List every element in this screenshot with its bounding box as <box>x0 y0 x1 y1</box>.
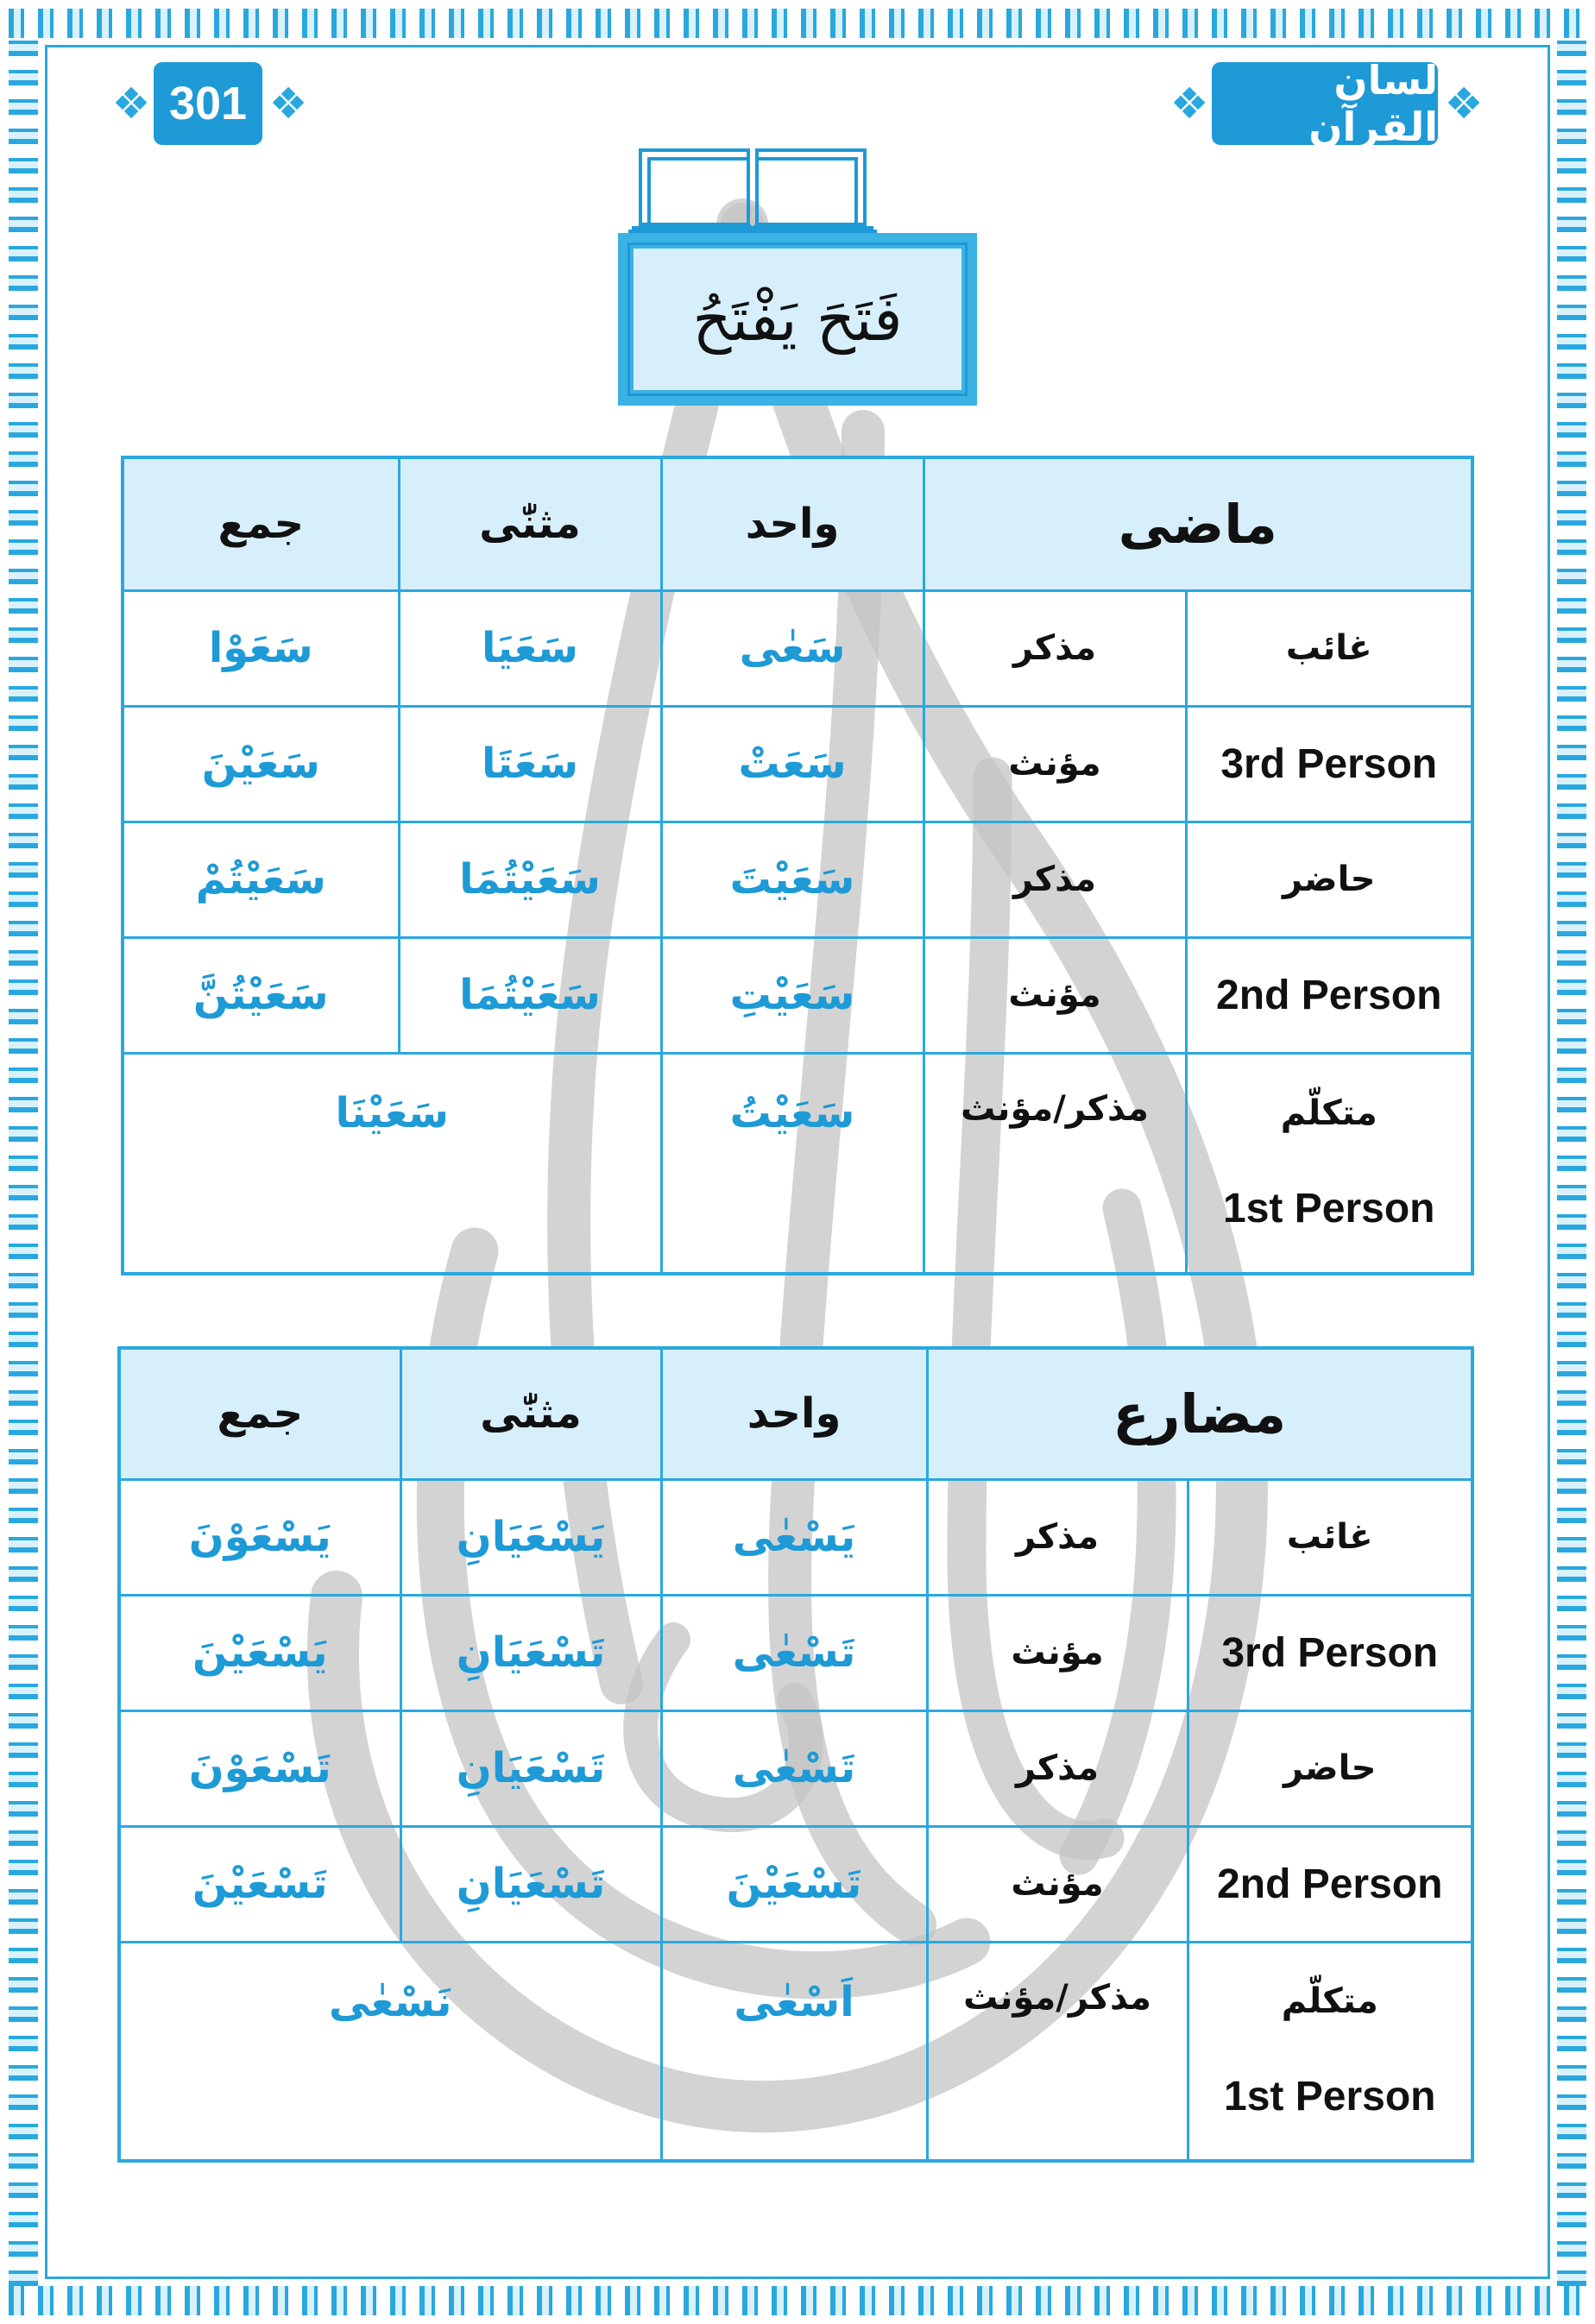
cell-text: ماضی <box>1118 492 1277 556</box>
gender-label: مؤنث <box>1011 1864 1104 1904</box>
person-label-stack <box>1188 1093 1472 1232</box>
table-cell <box>924 822 1186 937</box>
table-cell <box>927 1826 1188 1942</box>
person-label: 2nd Person <box>1217 1861 1443 1907</box>
cell-text: واحد <box>747 1389 842 1439</box>
table-cell <box>400 1826 661 1942</box>
table-cell <box>927 1479 1188 1595</box>
table-cell <box>1186 937 1472 1053</box>
verb-form: تَسْعٰی <box>732 1744 856 1792</box>
table-cell <box>123 822 399 937</box>
verb-form: سَعَیْتُمَا <box>459 855 601 904</box>
table-cell <box>123 937 399 1053</box>
gender-label: مذکر <box>1012 860 1096 899</box>
table-row-first-person <box>123 1053 1472 1274</box>
verb-form: سَعَیْتُنَّ <box>192 971 329 1019</box>
page-number: 301 <box>154 62 262 145</box>
table-cell <box>399 590 661 706</box>
table-cell <box>400 1595 661 1710</box>
table-cell <box>927 1710 1188 1826</box>
table-cell <box>119 1595 400 1710</box>
col-header-jama <box>119 1348 400 1479</box>
table-cell <box>661 1942 927 2161</box>
col-header-wahid <box>661 1348 927 1479</box>
table-row <box>123 706 1472 822</box>
person-label: غائب <box>1285 628 1372 668</box>
verb-form: یَسْعَیَانِ <box>456 1513 606 1561</box>
table-cell <box>1188 1595 1472 1710</box>
table-cell <box>123 590 399 706</box>
table-cell <box>924 937 1186 1053</box>
verb-form: سَعَیْتِ <box>729 971 855 1019</box>
table-row <box>119 1479 1472 1595</box>
madi-table <box>121 456 1474 1275</box>
mudari-table <box>117 1346 1474 2163</box>
col-header-muthanna <box>400 1348 661 1479</box>
person-label: 3rd Person <box>1220 740 1438 787</box>
table-cell <box>399 706 661 822</box>
person-label: 1st Person <box>1224 2074 1436 2120</box>
table-cell <box>924 1053 1186 1274</box>
verb-form: یَسْعٰی <box>732 1513 856 1561</box>
person-label: متکلّم <box>1280 1093 1378 1134</box>
verb-form: تَسْعٰی <box>732 1628 856 1677</box>
person-label: حاضر <box>1283 1748 1377 1788</box>
verb-form: سَعَوْا <box>208 624 313 672</box>
table-cell <box>400 1710 661 1826</box>
verb-form: یَسْعَوْنَ <box>188 1513 331 1561</box>
table-cell <box>924 706 1186 822</box>
table-row <box>119 1826 1472 1942</box>
table-cell <box>661 822 924 937</box>
verb-form: سَعَیَا <box>482 624 578 672</box>
verb-form: سَعَیْنَا <box>335 1088 449 1137</box>
table-cell <box>661 937 924 1053</box>
table-cell <box>661 1710 927 1826</box>
ornament-icon: ❖ <box>111 79 151 129</box>
book-title: لسان القرآن <box>1212 62 1438 145</box>
table-cell <box>1186 590 1472 706</box>
table-cell <box>661 590 924 706</box>
table-row <box>123 822 1472 937</box>
ornament-icon: ❖ <box>1169 79 1209 129</box>
gender-label: مذکر <box>1015 1748 1099 1788</box>
table-cell <box>661 1595 927 1710</box>
table-cell <box>119 1826 400 1942</box>
verb-form: سَعَیْتُمَا <box>459 971 601 1019</box>
verb-heading: فَتَحَ يَفْتَحُ <box>692 284 903 355</box>
verb-form: سَعَیْتَ <box>729 855 855 904</box>
table-cell <box>661 706 924 822</box>
open-book-icon <box>623 145 882 235</box>
cell-text: جمع <box>217 1389 304 1439</box>
table-cell <box>1186 706 1472 822</box>
verb-form: یَسْعَیْنَ <box>192 1628 328 1677</box>
table-cell <box>924 590 1186 706</box>
cell-text: واحد <box>745 500 840 549</box>
person-label: 1st Person <box>1223 1186 1435 1232</box>
table-row-first-person <box>119 1942 1472 2161</box>
gender-label: مذکر/مؤنث <box>961 1088 1149 1129</box>
cell-text: مثنّٰی <box>480 1389 582 1439</box>
verb-form: تَسْعَیَانِ <box>456 1744 606 1792</box>
table-cell <box>400 1479 661 1595</box>
col-header-muthanna <box>399 457 661 590</box>
verb-form: سَعَیْنَ <box>201 740 320 788</box>
table-cell <box>119 1710 400 1826</box>
col-header-jama <box>123 457 399 590</box>
verb-form: تَسْعَیْنَ <box>192 1860 328 1908</box>
table-row <box>119 1710 1472 1826</box>
gender-label: مؤنث <box>1008 744 1101 784</box>
ornament-icon: ❖ <box>268 79 308 129</box>
verb-form: تَسْعَوْنَ <box>188 1744 331 1792</box>
col-header-wahid <box>661 457 924 590</box>
person-label: متکلّم <box>1281 1981 1378 2022</box>
verb-form: سَعَتْ <box>738 740 847 788</box>
table-cell <box>1188 1942 1472 2161</box>
ornament-icon: ❖ <box>1444 79 1484 129</box>
table-cell <box>1188 1479 1472 1595</box>
gender-label: مؤنث <box>1008 975 1101 1015</box>
gender-label: مؤنث <box>1011 1633 1104 1672</box>
table-cell <box>399 937 661 1053</box>
table-cell <box>927 1942 1188 2161</box>
cell-text: مثنّٰی <box>479 500 581 549</box>
table-cell <box>119 1479 400 1595</box>
tense-header <box>927 1348 1472 1479</box>
table-cell <box>119 1942 661 2161</box>
verb-form: تَسْعَیَانِ <box>456 1860 606 1908</box>
table-cell <box>927 1595 1188 1710</box>
heading-frame <box>618 233 977 406</box>
verb-form: سَعٰی <box>739 624 846 672</box>
table-cell <box>1188 1826 1472 1942</box>
gender-label: مذکر/مؤنث <box>963 1977 1151 2018</box>
table-cell <box>661 1479 927 1595</box>
gender-label: مذکر <box>1012 628 1096 668</box>
person-label: غائب <box>1286 1517 1373 1557</box>
table-row <box>123 937 1472 1053</box>
table-cell <box>1186 1053 1472 1274</box>
table-cell <box>661 1053 924 1274</box>
table-cell <box>1186 822 1472 937</box>
verb-form: سَعَتَا <box>482 740 578 788</box>
tense-header <box>924 457 1472 590</box>
verb-form: تَسْعَیَانِ <box>456 1628 606 1677</box>
verb-form: تَسْعَیْنَ <box>726 1860 862 1908</box>
verb-form: سَعَیْتُ <box>729 1088 855 1137</box>
table-cell <box>1188 1710 1472 1826</box>
person-label: 2nd Person <box>1216 972 1442 1018</box>
table-row <box>123 590 1472 706</box>
person-label-stack <box>1189 1981 1472 2120</box>
person-label: حاضر <box>1283 860 1376 899</box>
cell-text: جمع <box>218 500 305 549</box>
table-cell <box>399 822 661 937</box>
cell-text: مضارع <box>1113 1382 1287 1445</box>
table-cell <box>123 1053 661 1274</box>
verb-form: اَسْعٰی <box>734 1977 854 2026</box>
person-label: 3rd Person <box>1221 1629 1439 1676</box>
table-cell <box>661 1826 927 1942</box>
table-row <box>119 1595 1472 1710</box>
table-cell <box>123 706 399 822</box>
gender-label: مذکر <box>1015 1517 1099 1557</box>
verb-form: سَعَیْتُمْ <box>195 855 326 904</box>
verb-form: نَسْعٰی <box>328 1977 452 2026</box>
